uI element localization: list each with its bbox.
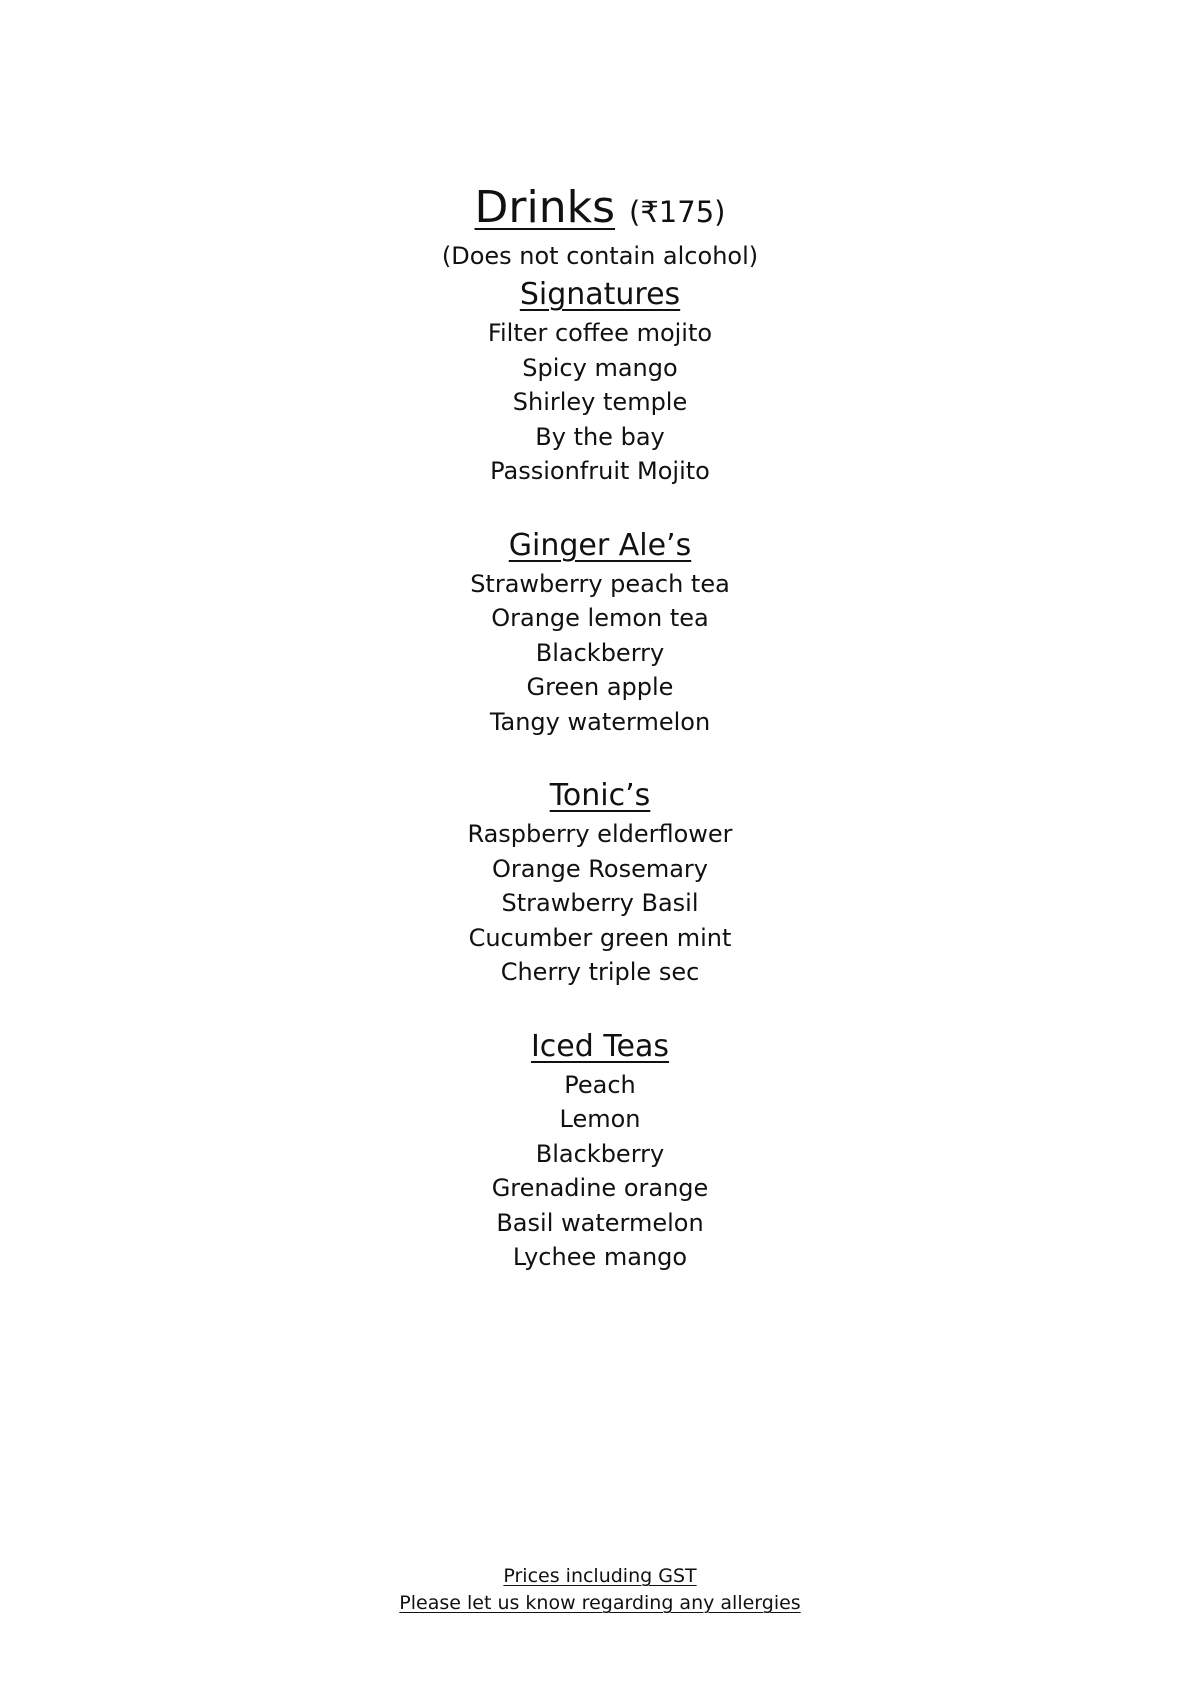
menu-item: Shirley temple <box>512 388 688 416</box>
footer <box>0 1563 1200 1617</box>
section-title: Signatures <box>519 277 681 312</box>
section-tonics <box>0 775 1200 990</box>
section-title: Tonic’s <box>549 778 651 813</box>
menu-item: Filter coffee mojito <box>487 319 713 347</box>
menu-item: Lemon <box>559 1105 641 1133</box>
menu-item: Blackberry <box>535 1139 665 1168</box>
item-list <box>0 1068 1200 1275</box>
section-title: Iced Teas <box>530 1028 670 1064</box>
menu-item: Orange Rosemary <box>491 854 708 883</box>
menu-price: (₹175) <box>629 195 726 229</box>
menu-item: Blackberry <box>535 638 665 667</box>
section-signatures <box>0 274 1200 489</box>
drinks-menu <box>0 178 1200 1275</box>
menu-item: Grenadine orange <box>491 1174 709 1202</box>
item-list <box>0 316 1200 489</box>
menu-item: Passionfruit Mojito <box>490 457 710 485</box>
menu-item: Green apple <box>526 673 674 701</box>
menu-item: Strawberry Basil <box>501 889 699 917</box>
allergy-note: Please let us know regarding any allergies <box>399 1592 801 1614</box>
item-list <box>0 817 1200 990</box>
menu-item: Orange lemon tea <box>491 604 709 632</box>
menu-title: Drinks <box>474 182 616 233</box>
menu-item: Peach <box>564 1070 636 1099</box>
menu-item: Basil watermelon <box>496 1208 704 1237</box>
gst-note: Prices including GST <box>503 1565 697 1587</box>
menu-item: Raspberry elderflower <box>467 820 733 848</box>
menu-item: Cucumber green mint <box>468 923 732 952</box>
menu-item: Cherry triple sec <box>500 958 700 986</box>
menu-item: Spicy mango <box>522 353 678 382</box>
menu-item: By the bay <box>535 422 665 451</box>
menu-note: (Does not contain alcohol) <box>441 242 759 270</box>
section-title: Ginger Ale’s <box>508 527 692 563</box>
section-ginger-ales <box>0 525 1200 740</box>
menu-item: Tangy watermelon <box>489 707 711 736</box>
menu-title-line <box>0 178 1200 238</box>
menu-item: Strawberry peach tea <box>470 569 730 598</box>
item-list <box>0 567 1200 740</box>
menu-item: Lychee mango <box>512 1243 688 1271</box>
section-iced-teas <box>0 1026 1200 1275</box>
